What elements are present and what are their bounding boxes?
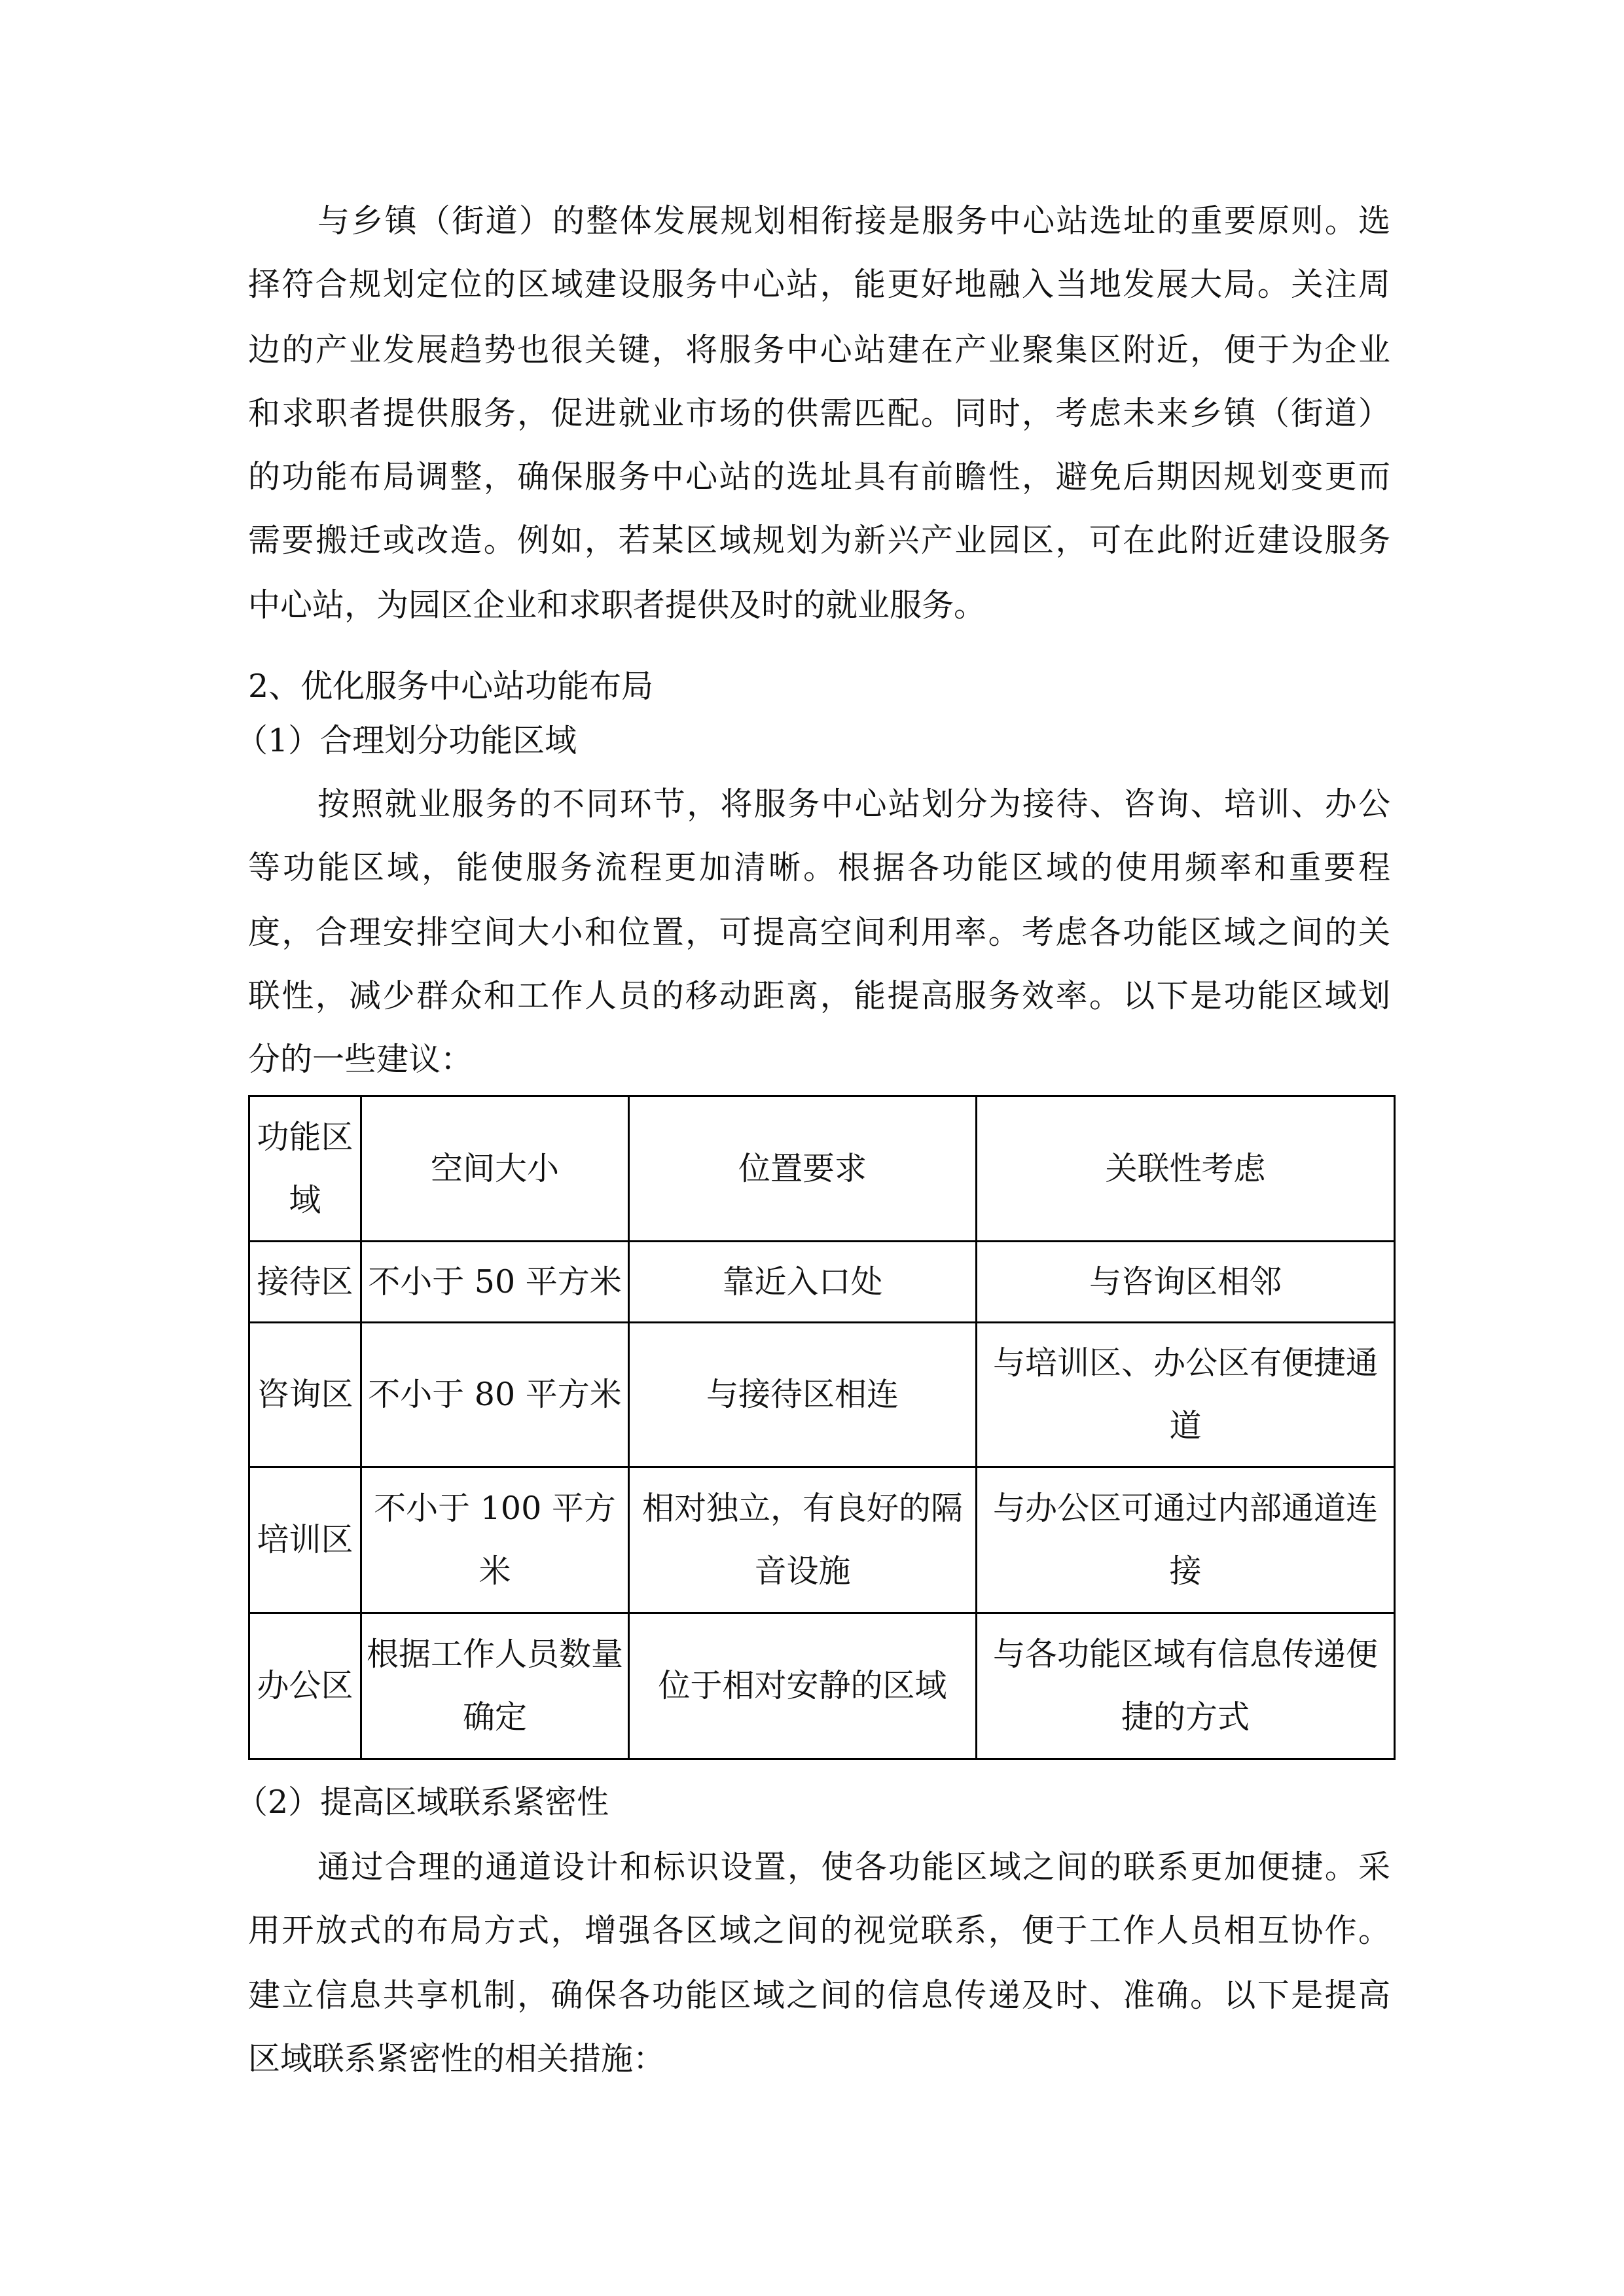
text-line: 边的产业发展趋势也很关键，将服务中心站建在产业聚集区附近，便于为企业 [248, 331, 1390, 368]
table-cell: 与办公区可通过内部通道连接 [977, 1467, 1395, 1613]
table-cell: 不小于 100 平方米 [361, 1467, 629, 1613]
table-cell: 办公区 [249, 1613, 361, 1759]
table-cell: 不小于 50 平方米 [361, 1242, 629, 1323]
header-cell: 关联性考虑 [977, 1096, 1395, 1242]
table-cell: 咨询区 [249, 1323, 361, 1467]
text-line: 度，合理安排空间大小和位置，可提高空间利用率。考虑各功能区域之间的关 [248, 914, 1390, 951]
table-cell: 靠近入口处 [629, 1242, 977, 1323]
text-line: 需要搬迁或改造。例如，若某区域规划为新兴产业园区，可在此附近建设服务 [248, 522, 1390, 559]
header-cell: 功能区域 [249, 1096, 361, 1242]
text-line: 择符合规划定位的区域建设服务中心站，能更好地融入当地发展大局。关注周 [248, 266, 1390, 303]
text-line: 通过合理的通道设计和标识设置，使各功能区域之间的联系更加便捷。采 [317, 1848, 1390, 1886]
text-line: 用开放式的布局方式，增强各区域之间的视觉联系，便于工作人员相互协作。 [248, 1912, 1390, 1949]
functional-zone-table [248, 1095, 1396, 1760]
table-row [249, 1613, 1395, 1759]
text-line: 联性，减少群众和工作人员的移动距离，能提高服务效率。以下是功能区域划 [248, 977, 1390, 1014]
text-line: 区域联系紧密性的相关措施： [248, 2040, 666, 2077]
table-cell: 与培训区、办公区有便捷通道 [977, 1323, 1395, 1467]
header-cell: 位置要求 [629, 1096, 977, 1242]
table-cell: 不小于 80 平方米 [361, 1323, 629, 1467]
text-line: 等功能区域，能使服务流程更加清晰。根据各功能区域的使用频率和重要程 [248, 849, 1390, 886]
table-row [249, 1323, 1395, 1467]
table-row [249, 1242, 1395, 1323]
text-line: 中心站，为园区企业和求职者提供及时的就业服务。 [248, 586, 986, 624]
text-line: 的功能布局调整，确保服务中心站的选址具有前瞻性，避免后期因规划变更而 [248, 458, 1390, 495]
table-cell: 与接待区相连 [629, 1323, 977, 1467]
section-heading: 2、优化服务中心站功能布局 [248, 668, 654, 705]
text-line: 分的一些建议： [248, 1041, 473, 1078]
table-cell: 根据工作人员数量确定 [361, 1613, 629, 1759]
table-cell: 培训区 [249, 1467, 361, 1613]
text-line: 与乡镇（街道）的整体发展规划相衔接是服务中心站选址的重要原则。选 [317, 202, 1390, 240]
text-line: 和求职者提供服务，促进就业市场的供需匹配。同时，考虑未来乡镇（街道） [248, 395, 1390, 432]
subsection-heading: （2）提高区域联系紧密性 [236, 1784, 609, 1821]
subsection-heading: （1）合理划分功能区域 [236, 722, 577, 759]
text-line: 按照就业服务的不同环节，将服务中心站划分为接待、咨询、培训、办公 [317, 785, 1390, 823]
table-cell: 相对独立，有良好的隔音设施 [629, 1467, 977, 1613]
table-header-row [249, 1096, 1395, 1242]
header-cell: 空间大小 [361, 1096, 629, 1242]
table-cell: 接待区 [249, 1242, 361, 1323]
table-row [249, 1467, 1395, 1613]
table-cell: 与咨询区相邻 [977, 1242, 1395, 1323]
table-cell: 与各功能区域有信息传递便捷的方式 [977, 1613, 1395, 1759]
text-line: 建立信息共享机制，确保各功能区域之间的信息传递及时、准确。以下是提高 [248, 1977, 1390, 2014]
table-cell: 位于相对安静的区域 [629, 1613, 977, 1759]
